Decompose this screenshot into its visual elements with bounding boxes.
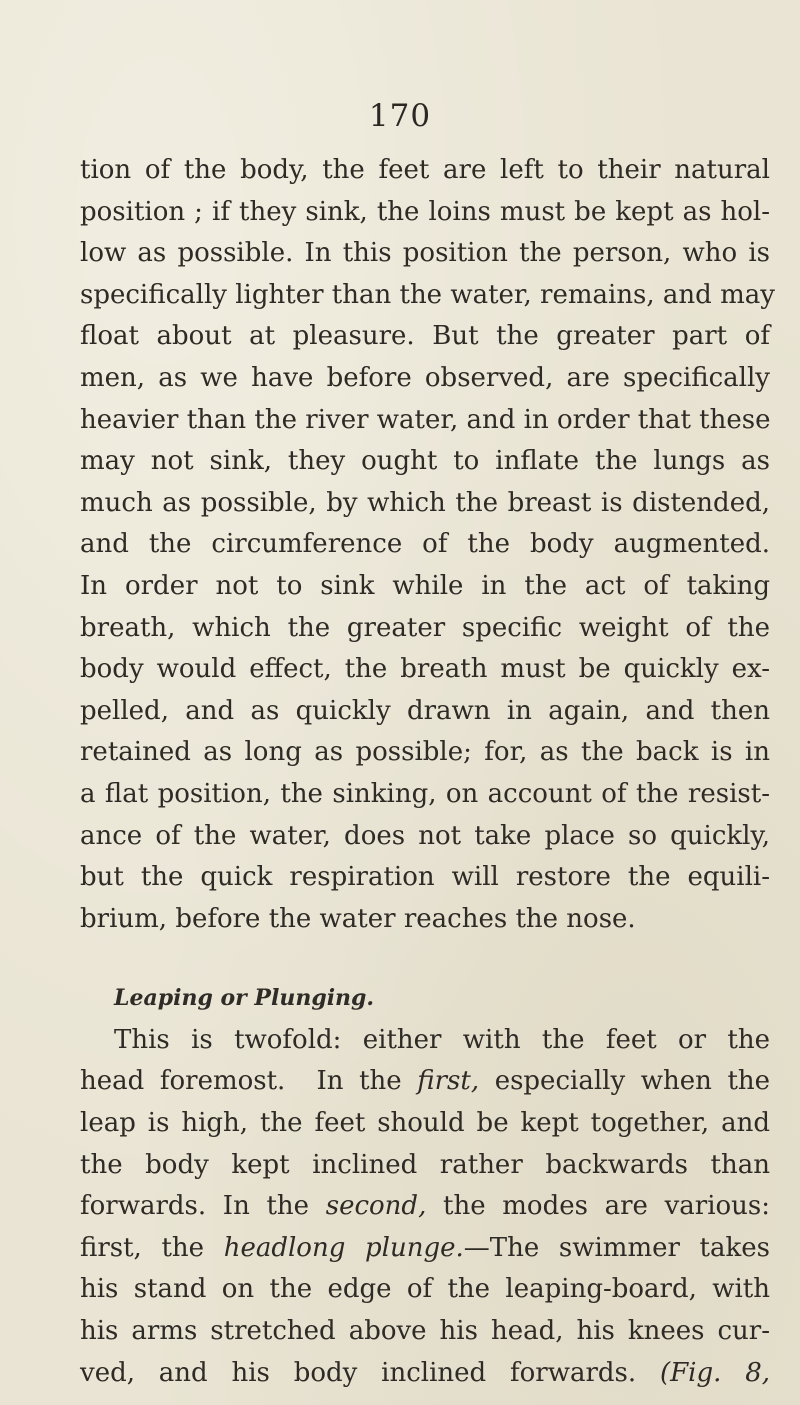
section-heading: Leaping or Plunging. <box>114 985 375 1012</box>
text-run: —The swimmer takes <box>463 1232 770 1263</box>
text-line: breath, which the greater specific weight of the <box>80 612 770 643</box>
text-line: leap is high, the feet should be kept together, and <box>80 1108 770 1139</box>
text-line: specifically lighter than the water, remains, and may <box>80 279 775 310</box>
text-line: low as possible. In this position the person, who is <box>80 238 770 269</box>
text-line <box>80 1228 770 1270</box>
emphasis-first: first, <box>417 1066 480 1097</box>
text-line: may not sink, they ought to inflate the lungs as <box>80 446 770 477</box>
text-line: tion of the body, the feet are left to their natural <box>80 155 770 185</box>
paragraph-1 <box>80 150 775 940</box>
text-line: men, as we have before observed, are specifically <box>80 362 770 393</box>
text-line: but the quick respiration will restore the equili- <box>80 862 770 893</box>
text-line: In order not to sink while in the act of taking <box>80 570 770 601</box>
text-line: much as possible, by which the breast is distended, <box>80 487 770 518</box>
text-run: In the <box>316 1066 402 1097</box>
text-line: ance of the water, does not take place so quickly, <box>80 820 770 851</box>
emphasis-second: second, <box>325 1191 427 1222</box>
text-line: body would effect, the breath must be quickly ex- <box>80 654 770 685</box>
text-line <box>80 1186 770 1228</box>
text-line <box>80 1353 770 1395</box>
text-line <box>80 1061 770 1103</box>
text-line: the body kept inclined rather backwards than <box>80 1149 770 1180</box>
text-line: brium, before the water reaches the nose. <box>80 903 636 934</box>
text-line: his arms stretched above his head, his knees cur- <box>80 1316 770 1347</box>
text-line: heavier than the river water, and in order that these <box>80 404 771 435</box>
figure-reference: (Fig. 8, <box>659 1357 771 1388</box>
text-line: a flat position, the sinking, on account of the resist- <box>80 778 770 809</box>
text-line: his stand on the edge of the leaping-board, with <box>80 1274 770 1305</box>
text-run: head foremost. <box>80 1066 286 1097</box>
body-text <box>80 150 775 1394</box>
text-run: especially when the <box>494 1066 771 1097</box>
text-line: position ; if they sink, the loins must be kept as hol- <box>80 196 770 227</box>
text-line: retained as long as possible; for, as the back is in <box>80 737 770 768</box>
text-line: float about at pleasure. But the greater part of <box>80 321 770 352</box>
emphasis-headlong-plunge: headlong plunge. <box>223 1232 464 1263</box>
text-line: This is twofold: either with the feet or the <box>114 1024 770 1055</box>
text-run: first, the <box>80 1232 205 1263</box>
paragraph-2 <box>80 1020 770 1394</box>
text-line: pelled, and as quickly drawn in again, and then <box>80 695 770 726</box>
page-number: 170 <box>368 98 432 134</box>
text-run: ved, and his body inclined forwards. <box>80 1357 637 1388</box>
text-line: and the circumference of the body augmented. <box>80 529 770 560</box>
text-run: the modes are various: <box>443 1191 771 1222</box>
text-run: forwards. In the <box>80 1191 310 1222</box>
